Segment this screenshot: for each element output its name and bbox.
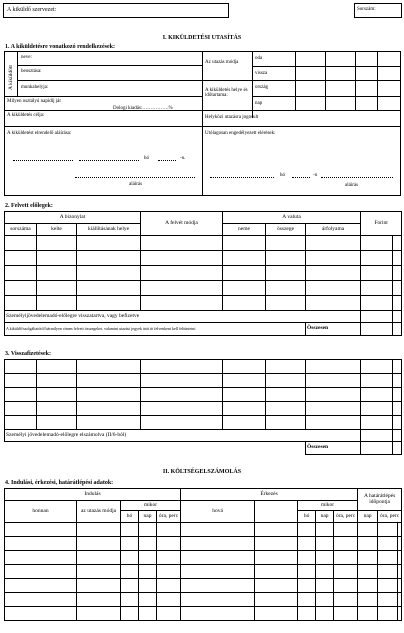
departure-mode-header: az utazás módja — [77, 501, 121, 523]
table-row[interactable] — [5, 236, 402, 251]
serial-number-box[interactable] — [354, 3, 402, 18]
section1-form — [4, 51, 401, 196]
day-label: nap — [255, 101, 263, 106]
name-label: neve: — [21, 55, 32, 60]
departure-group-header: Indulás — [5, 489, 181, 501]
forint-header: Forint — [361, 212, 402, 236]
grade-label: beosztása: — [21, 69, 42, 74]
serial-col-header: sorszáma — [5, 224, 37, 236]
country-label: ország — [255, 85, 269, 90]
dep-day-header: nap — [139, 511, 157, 523]
table-row[interactable] — [5, 402, 402, 416]
travel-mode-label: Az utazás módja — [205, 60, 239, 65]
arr-day-header: nap — [316, 511, 334, 523]
income-tax-settled-label: Személyi jövedelemadó-előlegre elszámolva (II/6-ból) — [5, 430, 361, 442]
departure-arrival-table — [4, 488, 402, 621]
table-row[interactable] — [5, 579, 402, 593]
departure-when-header: mikor — [121, 501, 181, 511]
total-label: Összesen — [306, 323, 361, 336]
note-row-label: A kiküldő/szolgáltatótól bármilyen címen felvett összegeket, valamint utazási jegyek árát itt felvenkent kell feltüntetni — [5, 323, 306, 336]
section4-title: 4. Indulási, érkezési, határátlépési adatok: — [5, 480, 114, 486]
table-row[interactable] — [5, 251, 402, 266]
table-row[interactable] — [5, 388, 402, 402]
back-label: vissza — [255, 71, 268, 76]
material-cost-label: Dologi kiadás:…………….% — [113, 106, 173, 111]
table-row[interactable] — [5, 416, 402, 430]
currency-group-header: A valuta — [223, 212, 361, 224]
purpose-label: A kiküldetés célja: — [7, 113, 45, 118]
approved-label: Utólagosan engedélyezett elérések: — [205, 131, 276, 136]
table-row[interactable] — [5, 523, 402, 537]
section3-title: 3. Visszafizetések: — [5, 351, 51, 357]
month-label-right: hó — [280, 173, 285, 178]
table-row[interactable] — [5, 360, 402, 374]
total-label-3: Összesen — [306, 442, 361, 455]
to-header: hová — [181, 501, 255, 523]
mode-header: A felvét módja — [141, 212, 223, 236]
signature-label-right: aláírás — [345, 183, 359, 188]
signature-label-left: aláírás — [129, 182, 143, 187]
sender-org-box[interactable] — [3, 3, 229, 18]
day-suffix-right: -n — [313, 173, 318, 178]
table-row[interactable] — [5, 593, 402, 607]
arr-hour-header: óra, perc — [334, 511, 358, 523]
table-row[interactable] — [5, 374, 402, 388]
destination-label: A kiküldetés helye és időtartama: — [205, 88, 248, 98]
local-rights-label: Helyközi utazásra jogosult — [205, 115, 259, 120]
advances-table — [4, 211, 402, 336]
currency-name-header: neme — [223, 224, 266, 236]
repayments-table — [4, 359, 402, 455]
date-col-header: kelte — [37, 224, 77, 236]
table-row[interactable] — [5, 266, 402, 281]
section2-title: 2. Felvett előlegek: — [5, 203, 53, 209]
issuer-col-header: kiállításának helye — [77, 224, 141, 236]
table-row[interactable] — [5, 565, 402, 579]
arr-month-header: hó — [298, 511, 316, 523]
kikuldott-vertical-label: A kiküldött — [8, 65, 14, 90]
arrival-group-header: Érkezés — [181, 489, 358, 501]
section1-subtitle: 1. A kiküldetésre vonatkozó rendelkezések: — [5, 44, 115, 50]
day-suffix-left: -n. — [180, 156, 186, 161]
table-row[interactable] — [5, 607, 402, 621]
part2-title: II. KÖLTSÉGELSZÁMOLÁS — [162, 469, 242, 475]
from-header: honnan — [5, 501, 77, 523]
table-row[interactable] — [5, 296, 402, 311]
sender-org-label: A kiküldő szervezet: — [7, 7, 57, 13]
table-row[interactable] — [5, 537, 402, 551]
dep-month-header: hó — [121, 511, 139, 523]
rate-header: árfolyama — [306, 224, 361, 236]
serial-number-label: Sorszám: — [357, 7, 376, 12]
workplace-label: munkahelyja: — [21, 85, 49, 90]
table-row[interactable] — [5, 281, 402, 296]
border-hour-header: óra, perc — [378, 511, 402, 523]
section1-title: I. KIKÜLDETÉSI UTASÍTÁS — [162, 35, 242, 41]
month-label-left: hó — [144, 156, 149, 161]
amount-header: összege — [266, 224, 306, 236]
border-crossing-header: A határátlépés időpontja — [358, 489, 402, 511]
doc-group-header: A bizonylat — [5, 212, 141, 224]
daily-class-label: Milyen osztályú napidíj jár — [7, 99, 62, 104]
there-label: oda — [255, 56, 263, 61]
border-day-header: nap — [358, 511, 378, 523]
arrival-when-header: mikor — [298, 501, 358, 511]
dep-hour-header: óra, perc — [157, 511, 181, 523]
ordered-by-label: A kiküldetést elrendelő aláírása: — [7, 131, 72, 136]
table-row[interactable] — [5, 551, 402, 565]
income-tax-row-label: Személyijövedelemadó-előlegre visszatartva, vagy befizetve — [5, 311, 361, 323]
